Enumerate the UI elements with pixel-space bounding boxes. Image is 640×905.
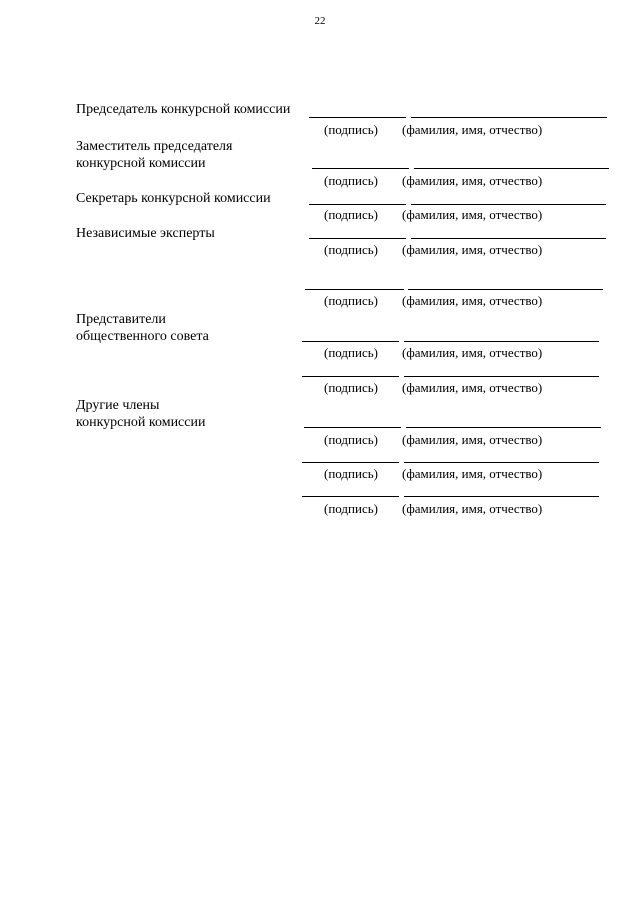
name-caption: (фамилия, имя, отчество) xyxy=(402,122,543,137)
name-line xyxy=(404,496,599,497)
signature-caption: (подпись) xyxy=(324,293,378,308)
role-experts: Независимые эксперты xyxy=(76,226,215,241)
name-caption: (фамилия, имя, отчество) xyxy=(402,345,543,360)
name-caption: (фамилия, имя, отчество) xyxy=(402,207,543,222)
name-line xyxy=(411,117,607,118)
name-line xyxy=(408,289,603,290)
role-public-council-line2: общественного совета xyxy=(76,329,209,344)
signature-line xyxy=(309,204,406,205)
role-chairman: Председатель конкурсной комиссии xyxy=(76,102,291,117)
name-line xyxy=(404,341,599,342)
name-line xyxy=(404,376,599,377)
role-deputy-line2: конкурсной комиссии xyxy=(76,156,206,171)
name-line xyxy=(411,238,606,239)
page-number: 22 xyxy=(314,15,326,27)
role-deputy-line1: Заместитель председателя xyxy=(76,139,233,154)
role-secretary: Секретарь конкурсной комиссии xyxy=(76,191,271,206)
signature-line xyxy=(302,462,399,463)
name-line xyxy=(404,462,599,463)
role-other-members-line2: конкурсной комиссии xyxy=(76,415,206,430)
signature-line xyxy=(309,238,406,239)
signature-line xyxy=(302,496,399,497)
signature-caption: (подпись) xyxy=(324,242,378,257)
signature-line xyxy=(312,168,409,169)
role-public-council-line1: Представители xyxy=(76,312,166,327)
signature-caption: (подпись) xyxy=(324,466,378,481)
name-caption: (фамилия, имя, отчество) xyxy=(402,242,543,257)
signature-caption: (подпись) xyxy=(324,501,378,516)
signature-caption: (подпись) xyxy=(324,173,378,188)
name-line xyxy=(406,427,601,428)
name-caption: (фамилия, имя, отчество) xyxy=(402,501,543,516)
signature-line xyxy=(309,117,406,118)
name-line xyxy=(414,168,609,169)
signature-caption: (подпись) xyxy=(324,207,378,222)
signature-caption: (подпись) xyxy=(324,432,378,447)
signature-line xyxy=(302,376,399,377)
role-other-members-line1: Другие члены xyxy=(76,398,160,413)
name-caption: (фамилия, имя, отчество) xyxy=(402,466,543,481)
name-caption: (фамилия, имя, отчество) xyxy=(402,432,543,447)
signature-line xyxy=(305,289,404,290)
signature-line xyxy=(302,341,399,342)
name-caption: (фамилия, имя, отчество) xyxy=(402,293,543,308)
signature-caption: (подпись) xyxy=(324,345,378,360)
name-line xyxy=(411,204,606,205)
signature-line xyxy=(304,427,401,428)
signature-caption: (подпись) xyxy=(324,122,378,137)
name-caption: (фамилия, имя, отчество) xyxy=(402,173,543,188)
signature-caption: (подпись) xyxy=(324,380,378,395)
name-caption: (фамилия, имя, отчество) xyxy=(402,380,543,395)
